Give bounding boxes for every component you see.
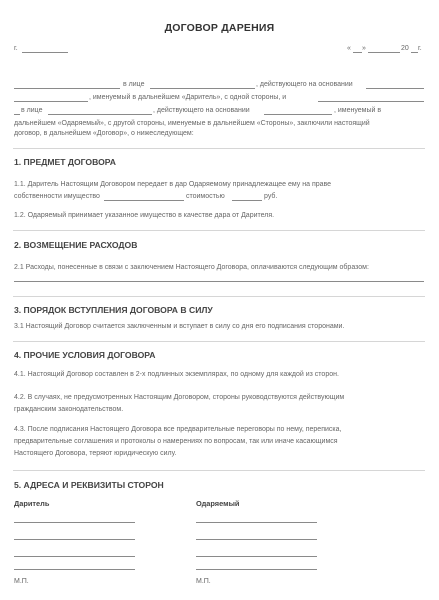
donee-field-line: [196, 569, 317, 570]
donee-field-line: [196, 556, 317, 557]
price-blank: [232, 200, 262, 201]
section-divider: [13, 296, 425, 297]
section-divider: [13, 470, 425, 471]
donor-stamp-label: М.П.: [14, 578, 29, 585]
preamble-text: , именуемый в дальнейшем «Даритель», с одной стороны, и: [89, 94, 287, 101]
donor-basis-blank-2: [14, 101, 88, 102]
clause-text: предварительные соглашения и протоколы о намерениях по вопросам, так или иначе касающимся: [14, 438, 338, 445]
section-heading: 5. АДРЕСА И РЕКВИЗИТЫ СТОРОН: [14, 480, 164, 490]
clause-text: 4.1. Настоящий Договор составлен в 2-х подлинных экземплярах, по одному для каждой из сторон.: [14, 371, 339, 378]
preamble-text: договор, в дальнейшем «Договор», о нижеследующем:: [14, 130, 194, 137]
section-heading: 2. ВОЗМЕЩЕНИЕ РАСХОДОВ: [14, 240, 138, 250]
preamble-text: , именуемый в: [334, 107, 382, 114]
property-blank: [104, 200, 184, 201]
year-suffix: г.: [418, 45, 422, 52]
preamble-text: дальнейшем «Одаряемый», с другой стороны, именуемые в дальнейшем «Стороны», заключили настоящий: [14, 120, 370, 127]
clause-text: собственности имущество: [14, 193, 100, 200]
donor-rep-blank: [150, 88, 255, 89]
section-heading: 3. ПОРЯДОК ВСТУПЛЕНИЯ ДОГОВОРА В СИЛУ: [14, 305, 213, 315]
clause-text: 4.2. В случаях, не предусмотренных Настоящим Договором, стороны руководствуются действующим: [14, 394, 345, 401]
donee-stamp-label: М.П.: [196, 578, 211, 585]
donee-rep-blank: [48, 114, 152, 115]
section-divider: [13, 230, 425, 231]
donor-title: Даритель: [14, 499, 50, 508]
donor-field-line: [14, 556, 135, 557]
donee-name-blank-2: [14, 114, 20, 115]
donor-field-line: [14, 522, 135, 523]
donor-name-blank: [14, 88, 120, 89]
date-quote-open: «: [347, 45, 351, 52]
donor-field-line: [14, 539, 135, 540]
donor-field-line: [14, 569, 135, 570]
year-blank: [411, 52, 418, 53]
preamble-text: в лице: [21, 107, 43, 114]
year-prefix: 20: [401, 45, 409, 52]
donee-field-line: [196, 539, 317, 540]
date-quote-close: »: [362, 45, 366, 52]
clause-text: стоимостью: [186, 193, 225, 200]
section-divider: [13, 148, 425, 149]
page-title: ДОГОВОР ДАРЕНИЯ: [164, 22, 275, 34]
donor-basis-blank: [366, 88, 424, 89]
section-heading: 4. ПРОЧИЕ УСЛОВИЯ ДОГОВОРА: [14, 350, 156, 360]
preamble-text: в лице: [123, 81, 145, 88]
clause-text: 4.3. После подписания Настоящего Договора все предварительные переговоры по нему, переписка,: [14, 426, 342, 433]
clause-text: 1.1. Даритель Настоящим Договором передает в дар Одаряемому принадлежащее ему на праве: [14, 181, 332, 188]
section-heading: 1. ПРЕДМЕТ ДОГОВОРА: [14, 157, 116, 167]
clause-text: 3.1 Настоящий Договор считается заключенным и вступает в силу со дня его подписания сторонами.: [14, 323, 345, 330]
city-prefix: г.: [14, 45, 18, 52]
clause-text: гражданским законодательством.: [14, 406, 124, 413]
day-blank: [353, 52, 362, 53]
donee-title: Одаряемый: [196, 499, 240, 508]
clause-text: 1.2. Одаряемый принимает указанное имущество в качестве дара от Дарителя.: [14, 212, 275, 219]
donee-basis-blank: [264, 114, 332, 115]
clause-text: Настоящего Договора, теряют юридическую силу.: [14, 450, 177, 457]
clause-text: руб.: [264, 193, 278, 200]
city-blank: [22, 52, 68, 53]
section-divider: [13, 341, 425, 342]
month-blank: [368, 52, 400, 53]
donee-field-line: [196, 522, 317, 523]
clause-text: 2.1 Расходы, понесенные в связи с заключением Настоящего Договора, оплачиваются следующим образом:: [14, 264, 369, 271]
preamble-text: , действующего на основании: [256, 81, 353, 88]
donee-name-blank: [318, 101, 424, 102]
preamble-text: , действующего на основании: [153, 107, 250, 114]
payment-blank: [14, 281, 424, 282]
